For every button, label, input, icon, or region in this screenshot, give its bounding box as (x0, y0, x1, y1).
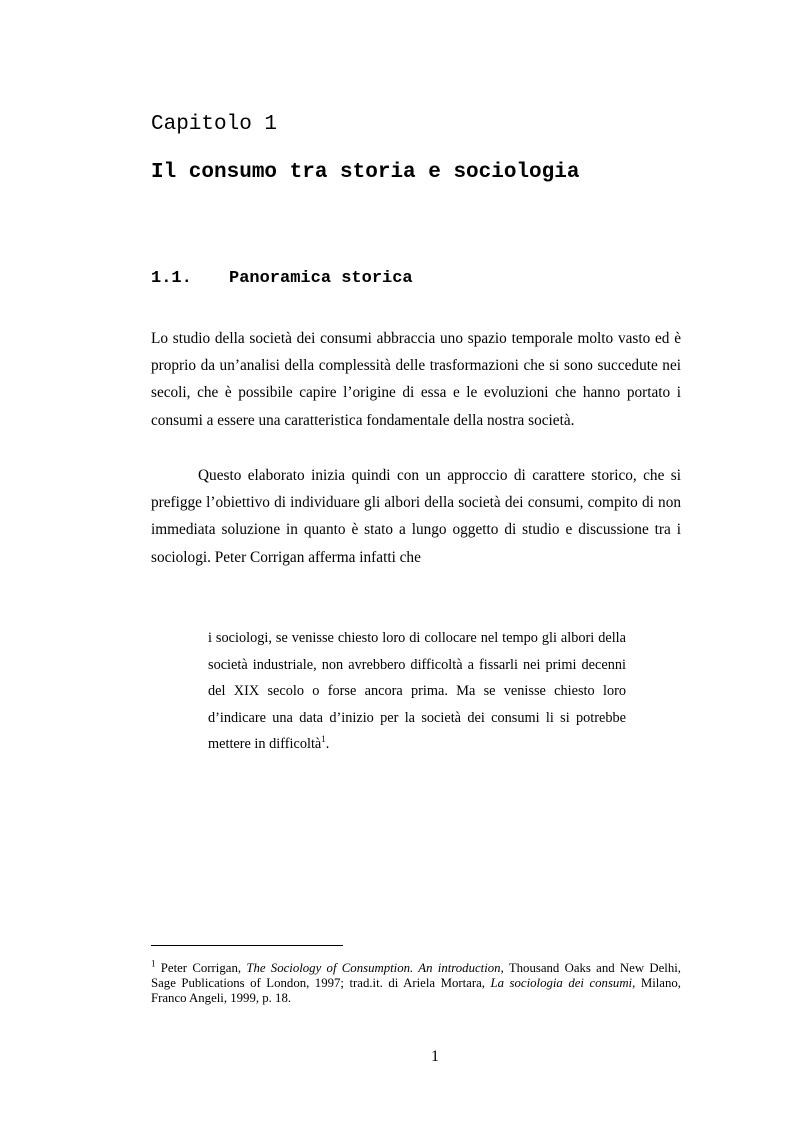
footnote-book-title: The Sociology of Consumption. An introduction (246, 961, 501, 975)
chapter-label: Capitolo 1 (151, 113, 278, 136)
footnote-divider (151, 945, 343, 946)
quote-text: i sociologi, se venisse chiesto loro di collocare nel tempo gli albori della società industriale, non avrebbero difficoltà a fissarli nei primi decenni del XIX secolo o forse ancora prima. Ma se venisse chiesto loro d’indicare una data d’inizio per la società dei consumi li si potrebbe mettere in difficoltà (208, 630, 626, 752)
footnote-marker: 1 (151, 958, 156, 969)
chapter-title: Il consumo tra storia e sociologia (151, 161, 580, 184)
footnote-author: Peter Corrigan, (155, 961, 247, 975)
page-number: 1 (431, 1048, 439, 1065)
section-heading (151, 269, 413, 288)
footnote-tail: , Milano, Franco Angeli, 1999, p. 18. (151, 976, 681, 1005)
quote-end: . (325, 736, 330, 752)
footnote-reference[interactable]: 1 (321, 734, 326, 745)
footnote (151, 958, 681, 1006)
body-paragraph-2: Questo elaborato inizia quindi con un approccio di carattere storico, che si prefigge l’obiettivo di individuare gli albori della società dei consumi, compito di non immediata soluzione in quanto è stato a lungo oggetto di studio e discussione tra i sociologi. Peter Corrigan afferma infatti che (151, 467, 681, 566)
section-number: 1.1. (151, 269, 192, 288)
body-paragraph-1: Lo studio della società dei consumi abbraccia uno spazio temporale molto vasto ed è proprio da un’analisi della complessità delle trasformazioni che si sono succedute nei secoli, che è possibile capire l’origine di essa e le evoluzioni che hanno portato i consumi a essere una caratteristica fondamentale della nostra società. (151, 330, 681, 429)
footnote-publisher: , Thousand Oaks and New Delhi, Sage Publications of London, 1997; trad.it. di Ariela Mortara, (151, 961, 681, 990)
block-quote (208, 625, 626, 758)
section-title: Panoramica storica (229, 269, 413, 288)
footnote-translated-title: La sociologia dei consumi (490, 976, 633, 990)
